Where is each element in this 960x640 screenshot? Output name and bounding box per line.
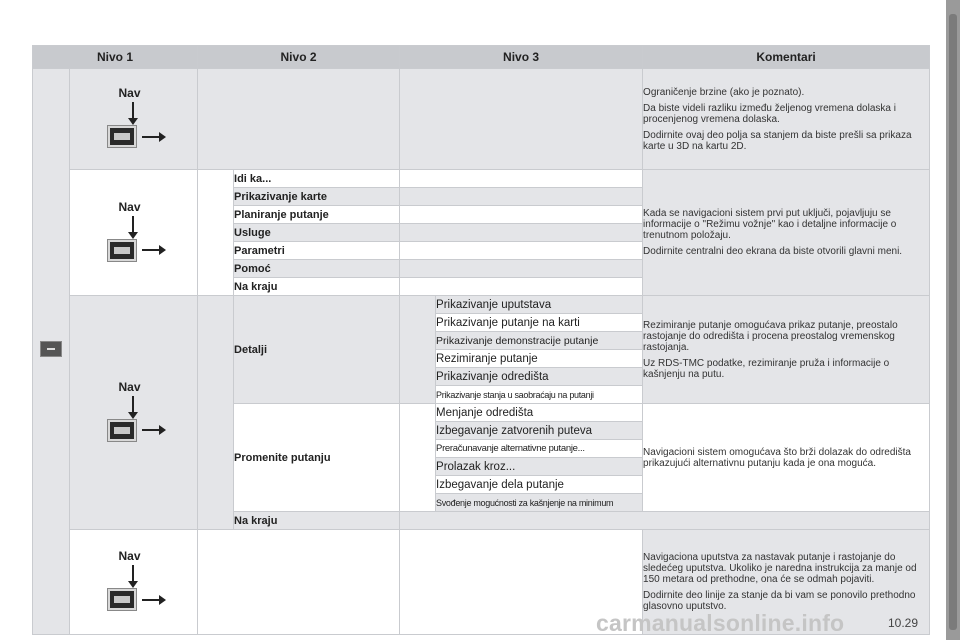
menu-item-usluge: Usluge <box>234 224 400 242</box>
comment-4: Navigacioni sistem omogućava što brži dolazak do odredišta prikazujući alternativnu putanju kada je ona moguća. <box>643 404 930 512</box>
submenu-item: Preračunavanje alternativne putanje... <box>436 440 643 458</box>
arrow-right-icon <box>142 599 160 601</box>
arrow-right-icon <box>142 249 160 251</box>
scrollbar-thumb[interactable] <box>949 14 957 630</box>
header-row <box>33 46 930 69</box>
menu-item-na-kraju: Na kraju <box>234 278 400 296</box>
header-comments: Komentari <box>643 46 930 69</box>
nav-label: Nav <box>118 549 141 563</box>
submenu-item: Prolazak kroz... <box>436 458 643 476</box>
watermark: carmanualsonline.info <box>596 610 845 636</box>
submenu-item: Prikazivanje putanje na karti <box>436 314 643 332</box>
nav-label: Nav <box>118 379 141 394</box>
menu-item-idi-ka: Idi ka... <box>234 170 400 188</box>
arrow-down-icon <box>132 396 134 414</box>
menu-key-icon <box>40 341 62 357</box>
nav-diagram <box>108 380 160 441</box>
nav-cell-2 <box>70 170 198 296</box>
arrow-down-icon <box>132 216 134 234</box>
screen-button-icon <box>108 126 136 147</box>
menu-item-promenite-putanju: Promenite putanju <box>234 404 400 512</box>
nav-cell-1 <box>70 69 198 170</box>
submenu-item: Svođenje mogućnosti za kašnjenje na minimum <box>436 494 643 512</box>
header-level2: Nivo 2 <box>198 46 400 69</box>
header-level3: Nivo 3 <box>400 46 643 69</box>
arrow-right-icon <box>142 429 160 431</box>
menu-item-planiranje-putanje: Planiranje putanje <box>234 206 400 224</box>
page-number: 10.29 <box>888 616 919 630</box>
nav-diagram <box>108 86 160 147</box>
nav-label: Nav <box>118 86 141 100</box>
nav-cell-4 <box>70 530 198 635</box>
comment-5: Navigaciona uputstva za nastavak putanje i rastojanje do sledećeg uputstva. Ukoliko je naredna instrukcija za manje od 150 metara od prethodne, ona će se odmah pojaviti. Dodirnite deo linije za stanje da bi vam se ponovilo prethodno glasovno uputstvo. <box>643 530 930 635</box>
submenu-item: Prikazivanje stanja u saobraćaju na putanji <box>436 386 643 404</box>
comment-1: Ograničenje brzine (ako je poznato). Da biste videli razliku između željenog vremena dolaska i procenjenog vremena dolaska. Dodirnite ovaj deo polja sa stanjem da biste prešli sa prikaza karte u 3D na kartu 2D. <box>643 69 930 170</box>
screen-button-icon <box>108 240 136 261</box>
menu-item-pomoc: Pomoć <box>234 260 400 278</box>
submenu-item: Izbegavanje dela putanje <box>436 476 643 494</box>
submenu-item: Prikazivanje uputstava <box>436 296 643 314</box>
header-level1: Nivo 1 <box>33 46 198 69</box>
menu-table <box>32 45 930 635</box>
comment-2: Kada se navigacioni sistem prvi put uključi, pojavljuju se informacije o "Režimu vožnje" kao i detaljne informacije o trenutnom položaju. Dodirnite centralni deo ekrana da biste otvorili glavni meni. <box>643 170 930 296</box>
submenu-item: Izbegavanje zatvorenih puteva <box>436 422 643 440</box>
nav-label: Nav <box>118 199 141 214</box>
menu-item-prikazivanje-karte: Prikazivanje karte <box>234 188 400 206</box>
screen-button-icon <box>108 420 136 441</box>
menu-item-na-kraju-2: Na kraju <box>234 512 400 530</box>
menu-item-parametri: Parametri <box>234 242 400 260</box>
arrow-right-icon <box>142 136 160 138</box>
nav-diagram <box>108 200 160 261</box>
arrow-down-icon <box>132 102 134 120</box>
screen-button-icon <box>108 589 136 610</box>
comment-3: Rezimiranje putanje omogućava prikaz putanje, preostalo rastojanje do odredišta i procena preostalog vremenskog rastojanja. Uz RDS-TMC podatke, rezimiranje pruža i informacije o kašnjenju na putu. <box>643 296 930 404</box>
submenu-item: Prikazivanje demonstracije putanje <box>436 332 643 350</box>
submenu-item: Prikazivanje odredišta <box>436 368 643 386</box>
nav-diagram <box>108 549 160 610</box>
nav-cell-3 <box>70 296 198 530</box>
submenu-item: Menjanje odredišta <box>436 404 643 422</box>
menu-key-cell <box>33 69 70 635</box>
submenu-item: Rezimiranje putanje <box>436 350 643 368</box>
menu-item-detalji: Detalji <box>234 296 400 404</box>
arrow-down-icon <box>132 565 134 583</box>
